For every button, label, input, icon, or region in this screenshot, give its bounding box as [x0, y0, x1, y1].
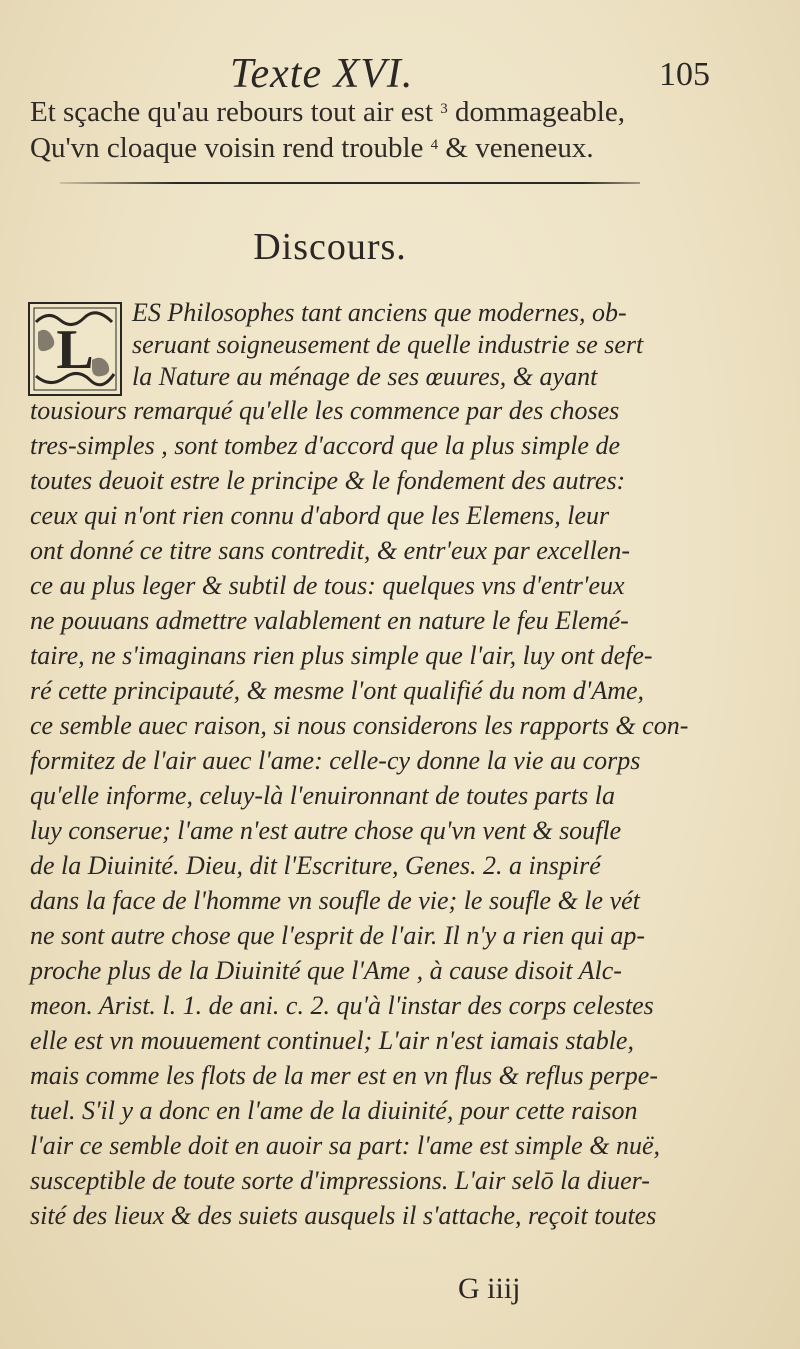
text-line: mais comme les flots de la mer est en vn flus & reflus perpe- — [30, 1061, 658, 1090]
text-line: ne sont autre chose que l'esprit de l'air. Il n'y a rien qui ap- — [30, 921, 646, 950]
verse-line — [30, 132, 680, 165]
text-line: sité des lieux & des suiets ausquels il s'attache, reçoit toutes — [30, 1201, 657, 1230]
text-line: ont donné ce titre sans contredit, & entr'eux par excellen- — [30, 536, 631, 565]
page-number: 105 — [659, 56, 710, 93]
text-line: taire, ne s'imaginans rien plus simple que l'air, luy ont defe- — [30, 641, 653, 670]
text-line: ce au plus leger & subtil de tous: quelques vns d'entr'eux — [30, 571, 625, 600]
verse-text: Et sçache qu'au rebours tout air est — [30, 96, 434, 128]
page-header — [30, 50, 710, 100]
signature-mark: G iiij — [458, 1272, 521, 1305]
text-line: proche plus de la Diuinité que l'Ame , à cause disoit Alc- — [30, 956, 622, 985]
text-line: formitez de l'air auec l'ame: celle-cy donne la vie au corps — [30, 746, 641, 775]
text-line: dans la face de l'homme vn soufle de vie; le soufle & le vét — [30, 886, 640, 915]
verse-line — [30, 96, 680, 129]
text-line: ne pouuans admettre valablement en nature le feu Elemé- — [30, 606, 629, 635]
text-line: tousiours remarqué qu'elle les commence par des choses — [30, 396, 620, 425]
text-line: ES Philosophes tant anciens que modernes, ob- — [132, 298, 627, 327]
text-line: l'air ce semble doit en auoir sa part: l'ame est simple & nuë, — [30, 1131, 660, 1160]
woodcut-initial-icon — [28, 302, 122, 396]
text-line: ce semble auec raison, si nous considerons les rapports & con- — [30, 711, 689, 740]
text-line: ceux qui n'ont rien connu d'abord que les Elemens, leur — [30, 501, 610, 530]
text-line: luy conserue; l'ame n'est autre chose qu'vn vent & soufle — [30, 816, 622, 845]
text-line: tuel. S'il y a donc en l'ame de la diuinité, pour cette raison — [30, 1096, 638, 1125]
horizontal-rule — [60, 182, 640, 184]
text-line: de la Diuinité. Dieu, dit l'Escriture, Genes. 2. a inspiré — [30, 851, 601, 880]
section-title: Discours. — [253, 226, 407, 268]
text-line: meon. Arist. l. 1. de ani. c. 2. qu'à l'instar des corps celestes — [30, 991, 654, 1020]
text-line: tres-simples , sont tombez d'accord que la plus simple de — [30, 431, 621, 460]
text-line: seruant soigneusement de quelle industrie se sert — [132, 330, 644, 359]
text-line: la Nature au ménage de ses œuures, & ayant — [132, 362, 598, 391]
verse-tail: & veneneux. — [445, 132, 594, 164]
text-line: elle est vn mouuement continuel; L'air n'est iamais stable, — [30, 1026, 634, 1055]
footnote-marker: 3 — [440, 101, 448, 117]
verse-tail: dommageable, — [455, 96, 625, 128]
text-line: susceptible de toute sorte d'impressions. L'air selō la diuer- — [30, 1166, 650, 1195]
footnote-marker: 4 — [430, 137, 439, 153]
running-title: Texte XVI. — [230, 51, 414, 97]
text-line: qu'elle informe, celuy-là l'enuironnant de toutes parts la — [30, 781, 615, 810]
text-line: toutes deuoit estre le principe & le fondement des autres: — [30, 466, 626, 495]
verse-text: Qu'vn cloaque voisin rend trouble — [30, 132, 424, 164]
initial-letter: L — [56, 319, 94, 381]
text-line: ré cette principauté, & mesme l'ont qualifié du nom d'Ame, — [30, 676, 645, 705]
ornamental-initial — [28, 302, 122, 396]
